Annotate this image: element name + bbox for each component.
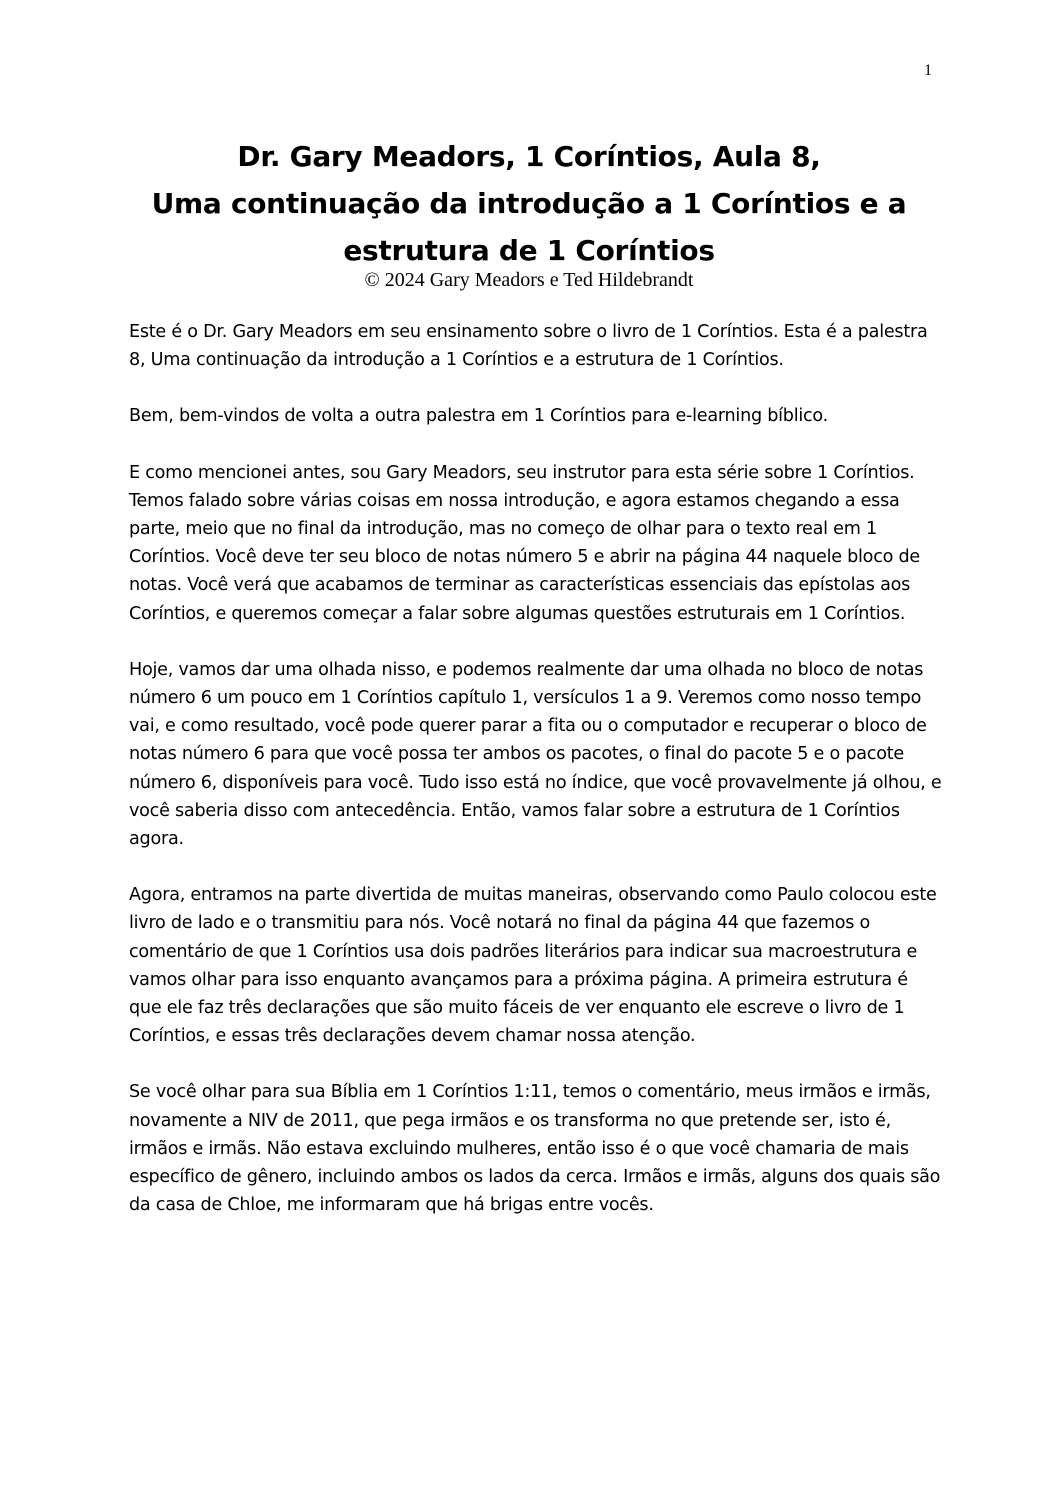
document-body <box>129 318 944 1247</box>
paragraph-6: Se você olhar para sua Bíblia em 1 Coríntios 1:11, temos o comentário, meus irmãos e irmãs, novamente a NIV de 2011, que pega irmãos e os transforma no que pretende ser, isto é, irmãos e irmãs. Não estava excluindo mulheres, então isso é o que você chamaria de mais específico de gênero, incluindo ambos os lados da cerca. Irmãos e irmãs, alguns dos quais são da casa de Chloe, me informaram que há brigas entre vocês. <box>129 1082 941 1216</box>
document-title <box>100 133 958 274</box>
paragraph-3: E como mencionei antes, sou Gary Meadors, seu instrutor para esta série sobre 1 Coríntios. Temos falado sobre várias coisas em nossa introdução, e agora estamos chegando a essa parte, meio que no final da introdução, mas no começo de olhar para o texto real em 1 Coríntios. Você deve ter seu bloco de notas número 5 e abrir na página 44 naquele bloco de notas. Você verá que acabamos de terminar as características essenciais das epístolas aos Coríntios, e queremos começar a falar sobre algumas questões estruturais em 1 Coríntios. <box>129 462 920 624</box>
paragraph-1: Este é o Dr. Gary Meadors em seu ensinamento sobre o livro de 1 Coríntios. Esta é a palestra 8, Uma continuação da introdução a 1 Coríntios e a estrutura de 1 Coríntios. <box>129 322 928 371</box>
paragraph-5: Agora, entramos na parte divertida de muitas maneiras, observando como Paulo colocou este livro de lado e o transmitiu para nós. Você notará no final da página 44 que fazemos o comentário de que 1 Coríntios usa dois padrões literários para indicar sua macroestrutura e vamos olhar para isso enquanto avançamos para a próxima página. A primeira estrutura é que ele faz três declarações que são muito fáceis de ver enquanto ele escreve o livro de 1 Coríntios, e essas três declarações devem chamar nossa atenção. <box>129 885 937 1047</box>
title-line-2: Uma continuação da introdução a 1 Coríntios e a <box>151 187 907 220</box>
page-number: 1 <box>924 62 932 79</box>
paragraph-2: Bem, bem-vindos de volta a outra palestra em 1 Coríntios para e-learning bíblico. <box>129 406 828 427</box>
paragraph-4: Hoje, vamos dar uma olhada nisso, e podemos realmente dar uma olhada no bloco de notas número 6 um pouco em 1 Coríntios capítulo 1, versículos 1 a 9. Veremos como nosso tempo vai, e como resultado, você pode querer parar a fita ou o computador e recuperar o bloco de notas número 6 para que você possa ter ambos os pacotes, o final do pacote 5 e o pacote número 6, disponíveis para você. Tudo isso está no índice, que você provavelmente já olhou, e você saberia disso com antecedência. Então, vamos falar sobre a estrutura de 1 Coríntios agora. <box>129 659 942 850</box>
title-line-3: estrutura de 1 Coríntios <box>343 234 715 267</box>
title-line-1: Dr. Gary Meadors, 1 Coríntios, Aula 8, <box>237 140 821 173</box>
copyright-notice: © 2024 Gary Meadors e Ted Hildebrandt <box>364 269 694 291</box>
